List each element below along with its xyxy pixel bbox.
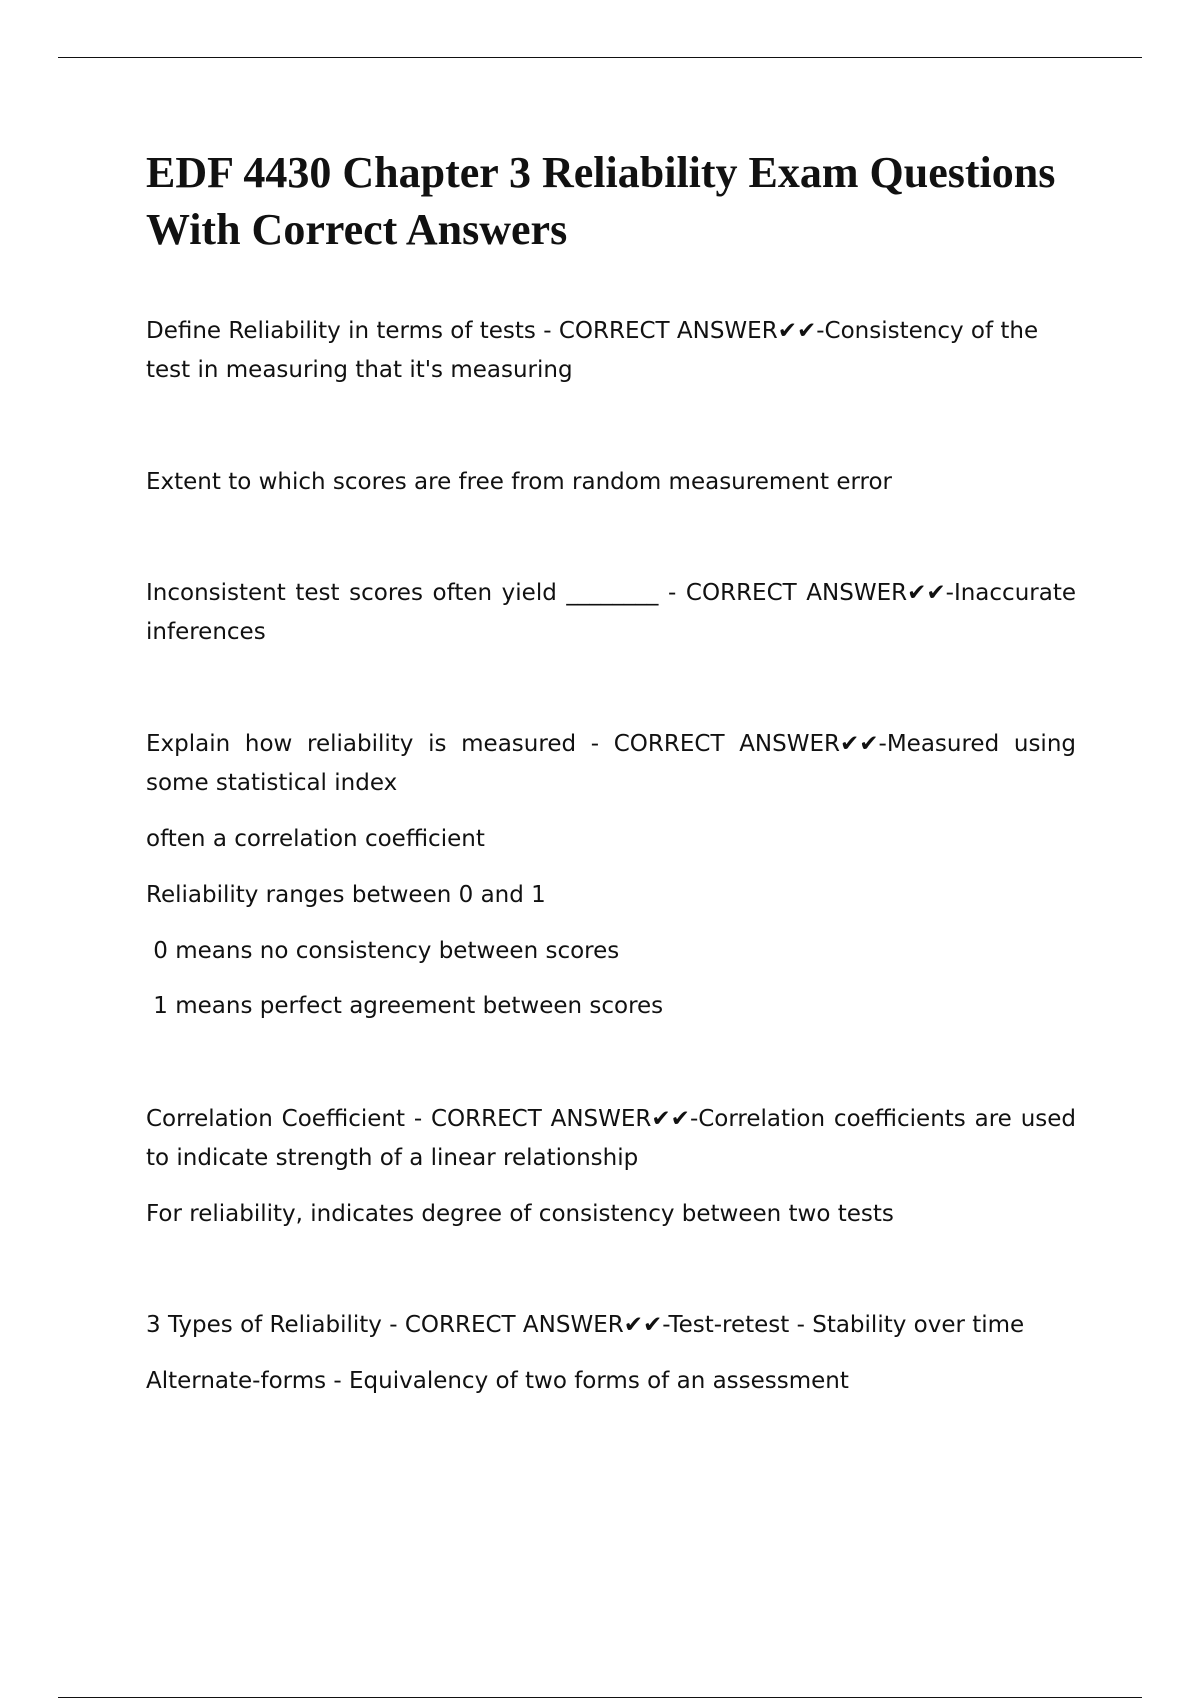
qa-how-measured-line-5: 1 means perfect agreement between scores xyxy=(146,993,664,1019)
qa-types-of-reliability: 3 Types of Reliability - CORRECT ANSWER✔✔-Test-retest - Stability over time xyxy=(146,1312,1025,1338)
qa-how-measured-line-4: 0 means no consistency between scores xyxy=(146,938,620,964)
qa-define-reliability: Define Reliability in terms of tests - CORRECT ANSWER✔✔-Consistency of the test in measuring that it's measuring xyxy=(146,318,1039,383)
qa-how-measured-line-3: Reliability ranges between 0 and 1 xyxy=(146,882,546,908)
qa-types-of-reliability-line-2: Alternate-forms - Equivalency of two forms of an assessment xyxy=(146,1368,849,1394)
document-title: EDF 4430 Chapter 3 Reliability Exam Questions With Correct Answers xyxy=(146,148,1056,254)
qa-correlation-coefficient-line-2: For reliability, indicates degree of consistency between two tests xyxy=(146,1201,894,1227)
qa-how-measured-line-2: often a correlation coefficient xyxy=(146,826,485,852)
qa-inconsistent-scores: Inconsistent test scores often yield ________ - CORRECT ANSWER✔✔-Inaccurate inferences xyxy=(146,580,1076,645)
qa-how-measured: Explain how reliability is measured - CORRECT ANSWER✔✔-Measured using some statistical index xyxy=(146,731,1076,796)
qa-define-reliability-continued: Extent to which scores are free from random measurement error xyxy=(146,469,892,495)
qa-correlation-coefficient: Correlation Coefficient - CORRECT ANSWER✔✔-Correlation coefficients are used to indicate strength of a linear relationship xyxy=(146,1106,1076,1171)
top-rule xyxy=(58,57,1142,58)
bottom-rule xyxy=(58,1697,1142,1698)
